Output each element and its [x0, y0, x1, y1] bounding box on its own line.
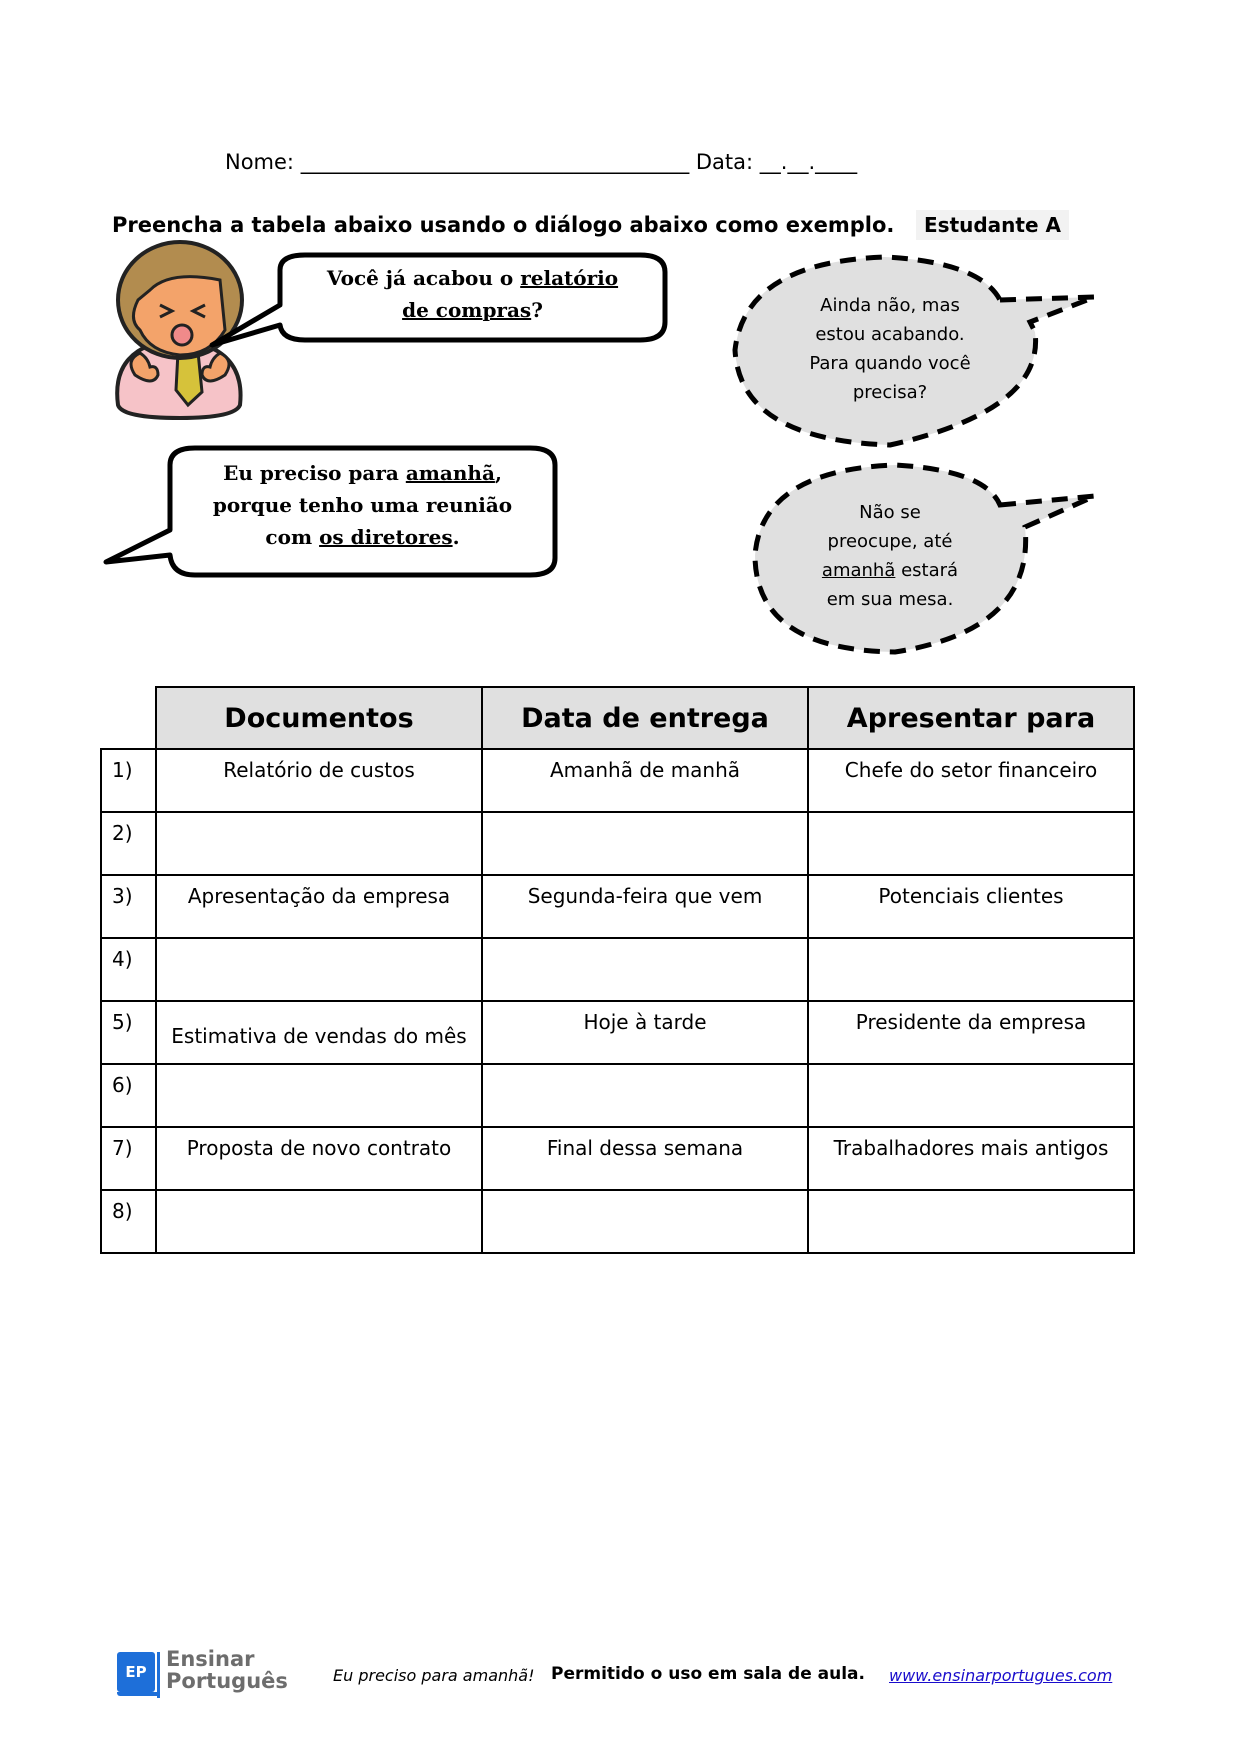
instruction-text: Preencha a tabela abaixo usando o diálogo abaixo como exemplo.: [112, 213, 895, 237]
row-number: 3): [101, 875, 156, 938]
table-row: [101, 1001, 1134, 1064]
cell-data-entrega[interactable]: [482, 812, 808, 875]
table-row: [101, 1127, 1134, 1190]
book-logo-icon: EP: [117, 1652, 155, 1692]
header-data-entrega: Data de entrega: [482, 687, 808, 749]
cell-data-entrega[interactable]: [482, 938, 808, 1001]
row-number: 6): [101, 1064, 156, 1127]
date-label: Data:: [695, 150, 754, 174]
cell-apresentar-para[interactable]: [808, 1064, 1134, 1127]
cell-data-entrega: Amanhã de manhã: [482, 749, 808, 812]
footer-permission: Permitido o uso em sala de aula.: [551, 1664, 865, 1684]
cell-data-entrega: Final dessa semana: [482, 1127, 808, 1190]
header-apresentar-para: Apresentar para: [808, 687, 1134, 749]
cell-apresentar-para: Potenciais clientes: [808, 875, 1134, 938]
row-number: 1): [101, 749, 156, 812]
date-blank[interactable]: __.__.____: [759, 150, 858, 174]
cell-documento: Proposta de novo contrato: [156, 1127, 482, 1190]
cell-documento[interactable]: [156, 1064, 482, 1127]
cell-documento[interactable]: [156, 938, 482, 1001]
name-blank[interactable]: _____________________________________: [300, 150, 690, 174]
cell-apresentar-para[interactable]: [808, 812, 1134, 875]
bubble-3-text: Eu preciso para amanhã, porque tenho uma reunião com os diretores.: [212, 461, 513, 549]
row-number: 4): [101, 938, 156, 1001]
cell-documento: Estimativa de vendas do mês: [156, 1001, 482, 1064]
row-number: 2): [101, 812, 156, 875]
cell-data-entrega: Hoje à tarde: [482, 1001, 808, 1064]
table-row: [101, 938, 1134, 1001]
header-documentos: Documentos: [156, 687, 482, 749]
table-header-row: [101, 687, 1134, 749]
cell-documento[interactable]: [156, 1190, 482, 1253]
table-row: [101, 1064, 1134, 1127]
cell-documento[interactable]: [156, 812, 482, 875]
cell-data-entrega: Segunda-feira que vem: [482, 875, 808, 938]
table-row: [101, 875, 1134, 938]
footer-tagline: Eu preciso para amanhã!: [333, 1666, 535, 1685]
table-row: [101, 812, 1134, 875]
cell-apresentar-para[interactable]: [808, 938, 1134, 1001]
header-blank-cell: [101, 687, 156, 749]
cell-apresentar-para: Presidente da empresa: [808, 1001, 1134, 1064]
table-row: [101, 749, 1134, 812]
businessman-character-icon: [117, 242, 242, 418]
dialogue-illustration: [0, 0, 1240, 680]
bubble-4-text: Não se preocupe, até amanhã estará em sua mesa.: [821, 502, 959, 610]
logo-text: Ensinar Português: [166, 1647, 288, 1693]
student-badge: Estudante A: [916, 210, 1069, 240]
cell-data-entrega[interactable]: [482, 1190, 808, 1253]
bubble-1-text: Você já acabou o relatório de compras?: [326, 266, 619, 322]
cell-apresentar-para: Trabalhadores mais antigos: [808, 1127, 1134, 1190]
logo-base: [117, 1692, 160, 1696]
bubble-2-text: Ainda não, mas estou acabando. Para quando você precisa?: [809, 295, 971, 403]
cell-apresentar-para: Chefe do setor financeiro: [808, 749, 1134, 812]
website-link[interactable]: www.ensinarportugues.com: [889, 1666, 1113, 1685]
assignment-table: [100, 686, 1135, 1254]
row-number: 5): [101, 1001, 156, 1064]
name-label: Nome:: [225, 150, 295, 174]
table-row: [101, 1190, 1134, 1253]
cell-documento: Relatório de custos: [156, 749, 482, 812]
cell-data-entrega[interactable]: [482, 1064, 808, 1127]
row-number: 8): [101, 1190, 156, 1253]
cell-documento: Apresentação da empresa: [156, 875, 482, 938]
cell-apresentar-para[interactable]: [808, 1190, 1134, 1253]
row-number: 7): [101, 1127, 156, 1190]
